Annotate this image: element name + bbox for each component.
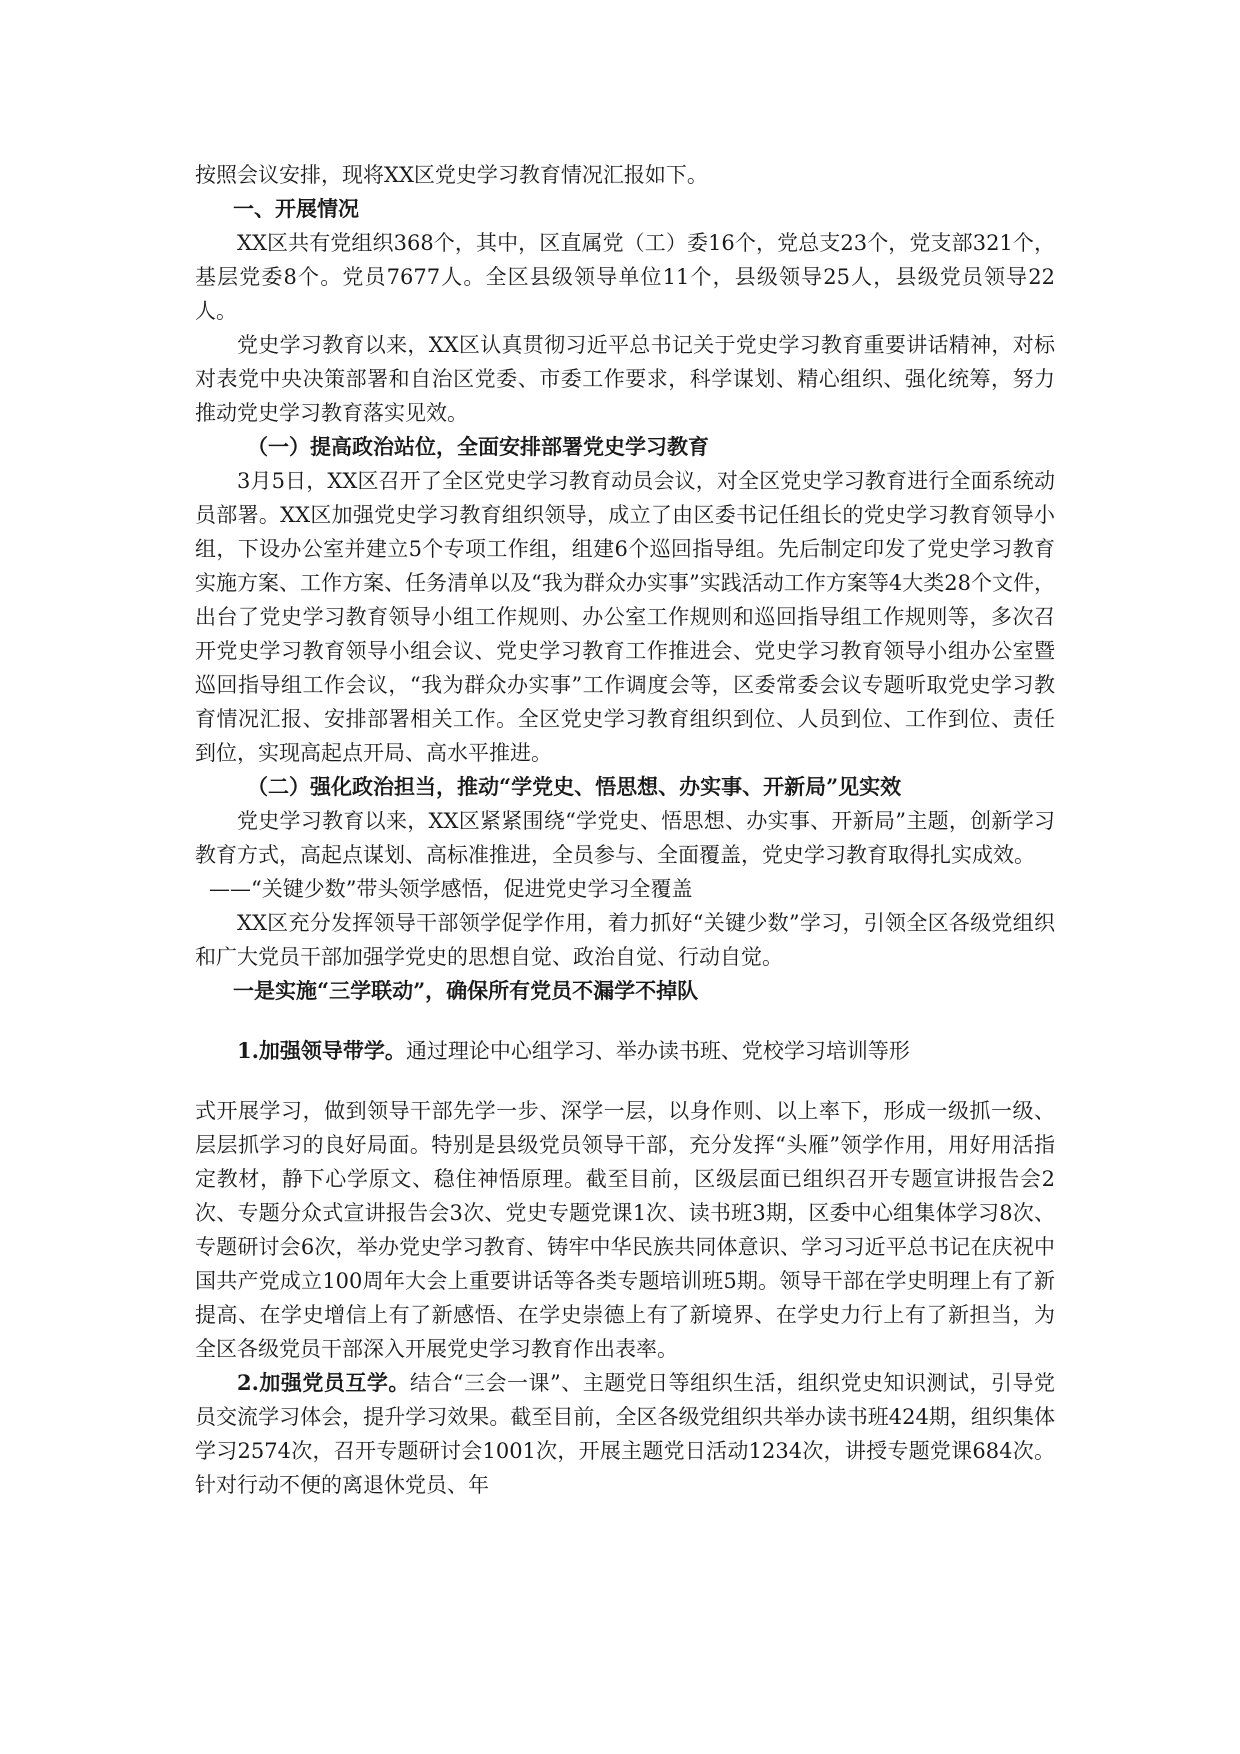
overview-paragraph: 党史学习教育以来，XX区认真贯彻习近平总书记关于党史学习教育重要讲话精神，对标对表党中央决策部署和自治区党委、市委工作要求，科学谋划、精心组织、强化统筹，努力推动党史学习教育落实见效。	[195, 333, 1055, 425]
item-1-first-line	[195, 1034, 1055, 1068]
subsection-heading-responsibility: （二）强化政治担当，推动“学党史、悟思想、办实事、开新局”见实效	[247, 774, 902, 799]
intro-paragraph: 按照会议安排，现将XX区党史学习教育情况汇报如下。	[195, 163, 708, 187]
item-1-paragraph: 式开展学习，做到领导干部先学一步、深学一层，以身作则、以上率下，形成一级抓一级、层层抓学习的良好局面。特别是县级党员领导干部，充分发挥“头雁”领学作用，用好用活指定教材，静下心学原文、稳住神悟原理。截至目前，区级层面已组织召开专题宣讲报告会2次、专题分众式宣讲报告会3次、党史专题党课1次、读书班3期，区委中心组集体学习8次、专题研讨会6次，举办党史学习教育、铸牢中华民族共同体意识、学习习近平总书记在庆祝中国共产党成立100周年大会上重要讲话等各类专题培训班5期。领导干部在学史明理上有了新提高、在学史增信上有了新感悟、在学史崇德上有了新境界、在学史力行上有了新担当，为全区各级党员干部深入开展党史学习教育作出表率。	[195, 1099, 1055, 1361]
section-heading-situation: 一、开展情况	[233, 196, 359, 221]
item-2-paragraph	[195, 1366, 1055, 1502]
deploy-paragraph: 3月5日，XX区召开了全区党史学习教育动员会议，对全区党史学习教育进行全面系统动员部署。XX区加强党史学习教育组织领导，成立了由区委书记任组长的党史学习教育领导小组，下设办公室并建立5个专项工作组，组建6个巡回指导组。先后制定印发了党史学习教育实施方案、工作方案、任务清单以及“我为群众办实事”实践活动工作方案等4大类28个文件，出台了党史学习教育领导小组工作规则、办公室工作规则和巡回指导组工作规则等，多次召开党史学习教育领导小组会议、党史学习教育工作推进会、党史学习教育领导小组办公室暨巡回指导组工作会议，“我为群众办实事”工作调度会等，区委常委会议专题听取党史学习教育情况汇报、安排部署相关工作。全区党史学习教育组织到位、人员到位、工作到位、责任到位，实现高起点开局、高水平推进。	[195, 469, 1055, 765]
org-stats-paragraph: XX区共有党组织368个，其中，区直属党（工）委16个，党总支23个，党支部321个，基层党委8个。党员7677人。全区县级领导单位11个，县级领导25人，县级党员领导22人。	[195, 231, 1055, 323]
item-2-text: 结合“三会一课”、主题党日等组织生活，组织党史知识测试，引导党员交流学习体会，提升学习效果。截至目前，全区各级党组织共举办读书班424期，组织集体学习2574次，召开专题研讨会1001次，开展主题党日活动1234次，讲授专题党课684次。针对行动不便的离退休党员、年	[195, 1371, 1055, 1497]
key-minority-paragraph: XX区充分发挥领导干部领学促学作用，着力抓好“关键少数”学习，引领全区各级党组织和广大党员干部加强学党史的思想自觉、政治自觉、行动自觉。	[195, 911, 1055, 969]
subsection-heading-deploy: （一）提高政治站位，全面安排部署党史学习教育	[247, 434, 709, 459]
item-1-first-line-text: 通过理论中心组学习、举办读书班、党校学习培训等形	[405, 1039, 910, 1063]
three-study-heading: 一是实施“三学联动”，确保所有党员不漏学不掉队	[233, 978, 699, 1003]
key-minority-heading: ——“关键少数”带头领学感悟，促进党史学习全覆盖	[209, 877, 693, 901]
document-page	[195, 158, 1055, 1502]
item-1-lead: 1.加强领导带学。	[237, 1038, 406, 1063]
theme-paragraph: 党史学习教育以来，XX区紧紧围绕“学党史、悟思想、办实事、开新局”主题，创新学习教育方式，高起点谋划、高标准推进，全员参与、全面覆盖，党史学习教育取得扎实成效。	[195, 809, 1055, 867]
item-2-lead: 2.加强党员互学。	[237, 1370, 410, 1395]
